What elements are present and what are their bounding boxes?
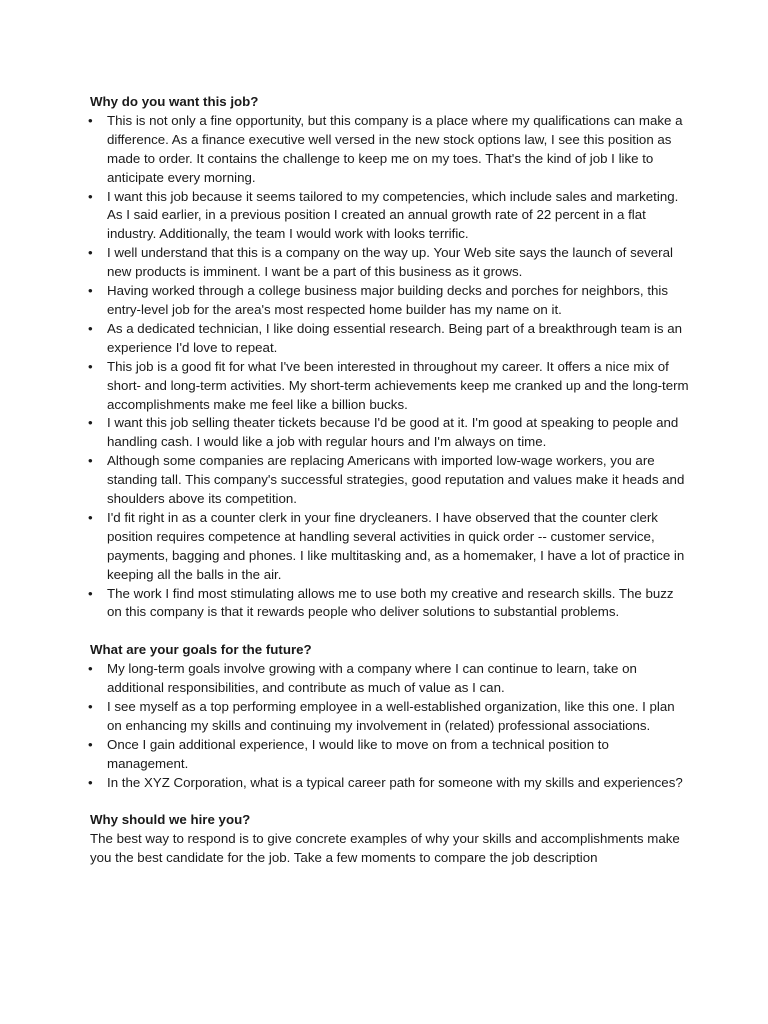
list-item-text: I see myself as a top performing employee in a well-established organization, like this one. I plan on enhancing my skills and continuing my involvement in (related) professional associations. bbox=[107, 698, 675, 733]
list-item-text: I want this job because it seems tailored to my competencies, which include sales and marketing. As I said earlier, in a previous position I created an annual growth rate of 22 percent in a flat industry. Additionally, the team I would work with looks terrific. bbox=[107, 188, 679, 242]
list-item-text: In the XYZ Corporation, what is a typical career path for someone with my skills and experiences? bbox=[107, 774, 683, 790]
section-why-hire bbox=[90, 811, 690, 868]
section-heading: Why do you want this job? bbox=[90, 94, 259, 109]
bullet-marker: • bbox=[88, 112, 93, 128]
bullet-marker: • bbox=[88, 585, 93, 601]
bullet-marker: • bbox=[88, 509, 93, 525]
bullet-marker: • bbox=[88, 358, 93, 374]
bullet-marker: • bbox=[88, 453, 93, 469]
list-item bbox=[90, 585, 690, 623]
bullet-list bbox=[90, 112, 690, 622]
list-item bbox=[90, 282, 690, 320]
bullet-marker: • bbox=[88, 661, 93, 677]
section-why-want-job bbox=[90, 93, 690, 622]
list-item-text: This is not only a fine opportunity, but this company is a place where my qualifications can make a difference. As a finance executive well versed in the new stock options law, I see this position as made to order. It contains the challenge to keep me on my toes. That's the kind of job I like to anticipate every morning. bbox=[107, 112, 683, 185]
list-item bbox=[90, 244, 690, 282]
list-item bbox=[90, 414, 690, 452]
list-item bbox=[90, 320, 690, 358]
list-item-text: As a dedicated technician, I like doing essential research. Being part of a breakthrough team is an experience I'd love to repeat. bbox=[107, 320, 683, 355]
bullet-marker: • bbox=[88, 283, 93, 299]
list-item bbox=[90, 698, 690, 736]
list-item-text: Once I gain additional experience, I would like to move on from a technical position to management. bbox=[107, 736, 609, 771]
list-item-text: My long-term goals involve growing with a company where I can continue to learn, take on additional responsibilities, and contribute as much of value as I can. bbox=[107, 661, 637, 696]
bullet-marker: • bbox=[88, 774, 93, 790]
list-item bbox=[90, 112, 690, 188]
list-item bbox=[90, 452, 690, 509]
list-item bbox=[90, 736, 690, 774]
document-body bbox=[90, 93, 690, 887]
section-future-goals bbox=[90, 641, 690, 792]
list-item-text: Having worked through a college business major building decks and porches for neighbors, this entry-level job for the area's most respected home builder has my name on it. bbox=[107, 283, 669, 317]
list-item-text: This job is a good fit for what I've been interested in throughout my career. It offers a nice mix of short- and long-term activities. My short-term achievements keep me cranked up and the long-term accomplishments make me feel like a billion bucks. bbox=[107, 358, 689, 412]
list-item bbox=[90, 774, 690, 793]
bullet-marker: • bbox=[88, 736, 93, 752]
list-item bbox=[90, 358, 690, 415]
bullet-marker: • bbox=[88, 245, 93, 261]
list-item bbox=[90, 660, 690, 698]
section-heading: What are your goals for the future? bbox=[90, 642, 312, 658]
section-heading: Why should we hire you? bbox=[90, 812, 251, 828]
bullet-marker: • bbox=[88, 320, 93, 336]
bullet-list bbox=[90, 660, 690, 792]
list-item bbox=[90, 509, 690, 585]
list-item-text: I'd fit right in as a counter clerk in your fine drycleaners. I have observed that the counter clerk position requires competence at handling several activities in quick order -- customer service, payments, bagging and phones. I like multitasking and, as a homemaker, I have a lot of practice in keeping all the balls in the air. bbox=[107, 509, 685, 582]
bullet-marker: • bbox=[88, 698, 93, 714]
list-item-text: The work I find most stimulating allows me to use both my creative and research skills. The buzz on this company is that it rewards people who deliver solutions to substantial problems. bbox=[107, 585, 674, 620]
list-item bbox=[90, 188, 690, 245]
bullet-marker: • bbox=[88, 188, 93, 204]
section-paragraph: The best way to respond is to give concrete examples of why your skills and accomplishments make you the best candidate for the job. Take a few moments to compare the job description bbox=[90, 831, 680, 866]
list-item-text: I well understand that this is a company on the way up. Your Web site says the launch of several new products is imminent. I want be a part of this business as it grows. bbox=[107, 245, 673, 280]
list-item-text: I want this job selling theater tickets because I'd be good at it. I'm good at speaking to people and handling cash. I would like a job with regular hours and I'm always on time. bbox=[107, 415, 679, 450]
bullet-marker: • bbox=[88, 415, 93, 431]
list-item-text: Although some companies are replacing Americans with imported low-wage workers, you are standing tall. This company's successful strategies, good reputation and values make it heads and shoulders above its competition. bbox=[107, 453, 685, 507]
